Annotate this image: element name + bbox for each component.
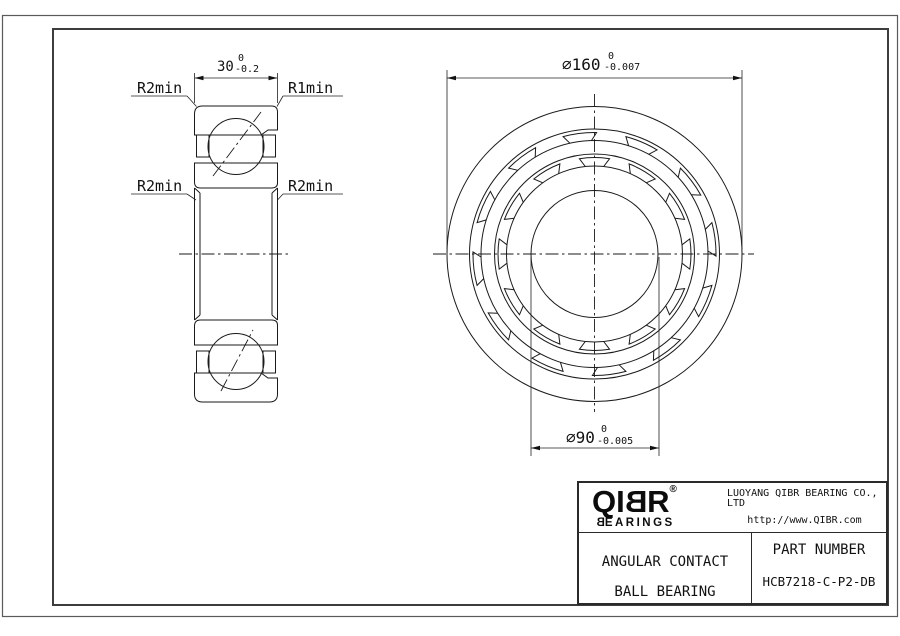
cage-pocket: [477, 191, 495, 222]
cage-section-bottom-right: [263, 351, 276, 373]
inner-ring-section-bottom: [195, 320, 278, 345]
dimension-width: [195, 53, 278, 103]
section-view: [179, 106, 291, 402]
inner-ring-section-top: [195, 163, 278, 188]
title-block-top-row: [579, 483, 886, 533]
front-view: [433, 94, 754, 412]
cage-section-top-right: [263, 135, 276, 157]
dim-bore-dia-value: ∅90: [566, 428, 595, 447]
product-name-line1: ANGULAR CONTACT: [601, 554, 729, 570]
arrowhead-icon: [447, 76, 456, 81]
dim-bore-dia-tol-upper: 0: [601, 424, 608, 435]
logo-wordmark: [592, 486, 727, 517]
cage-pocket: [626, 137, 657, 155]
logo-sub-mirrored-b: B: [594, 517, 605, 529]
ball-top: [208, 119, 264, 175]
dim-outer-dia-tol-upper: 0: [608, 51, 615, 62]
part-number-cell: [752, 533, 886, 604]
company-info: [727, 483, 886, 532]
dim-width-tol-lower: -0.2: [235, 64, 260, 75]
outer-ring-section-bottom: [195, 373, 278, 402]
dimension-bore-dia: [531, 257, 659, 456]
part-number-label: PART NUMBER: [772, 542, 866, 558]
title-block: [577, 481, 888, 605]
title-block-bottom-row: [579, 533, 886, 604]
arrowhead-icon: [733, 76, 742, 81]
logo-mirrored-b: B: [624, 484, 648, 519]
label-r-mid-right: R2min: [288, 177, 334, 195]
cage-section-top-left: [197, 135, 210, 157]
part-number-value: HCB7218-C-P2-DB: [762, 574, 876, 589]
dim-width-tol-upper: 0: [238, 53, 245, 64]
cage-section-bottom-left: [197, 351, 210, 373]
fillet-leaders: [131, 79, 343, 200]
arrowhead-icon: [650, 446, 659, 451]
logo-subtitle: [592, 517, 727, 529]
company-name: LUOYANG QIBR BEARING CO., LTD: [727, 488, 878, 509]
cage-pocket: [694, 285, 712, 316]
label-r-top-right: R1min: [288, 79, 334, 97]
label-r-mid-left: R2min: [137, 177, 183, 195]
contact-angle-line-bottom: [221, 330, 253, 391]
arrowhead-icon: [269, 76, 278, 81]
arrowhead-icon: [531, 446, 540, 451]
dim-outer-dia-tol-lower: -0.007: [604, 62, 641, 73]
dim-outer-dia-value: ∅160: [562, 55, 601, 74]
product-name-line2: BALL BEARING: [614, 584, 716, 600]
dim-bore-dia-tol-lower: -0.005: [597, 436, 634, 447]
label-r-top-left: R2min: [137, 79, 183, 97]
dim-width-value: 30: [217, 59, 234, 75]
outer-ring-section-top: [195, 106, 278, 135]
arrowhead-icon: [195, 76, 204, 81]
contact-angle-line-top: [213, 112, 261, 176]
logo-sub-text: EARINGS: [604, 517, 675, 529]
logo-text: QI: [592, 484, 625, 519]
product-name-cell: [579, 533, 752, 604]
company-website: http://www.QIBR.com: [747, 515, 862, 526]
registered-trademark-icon: ®: [669, 484, 677, 495]
qibr-logo: [579, 483, 727, 532]
logo-text: R: [647, 484, 670, 519]
cage-pocket: [532, 354, 563, 372]
